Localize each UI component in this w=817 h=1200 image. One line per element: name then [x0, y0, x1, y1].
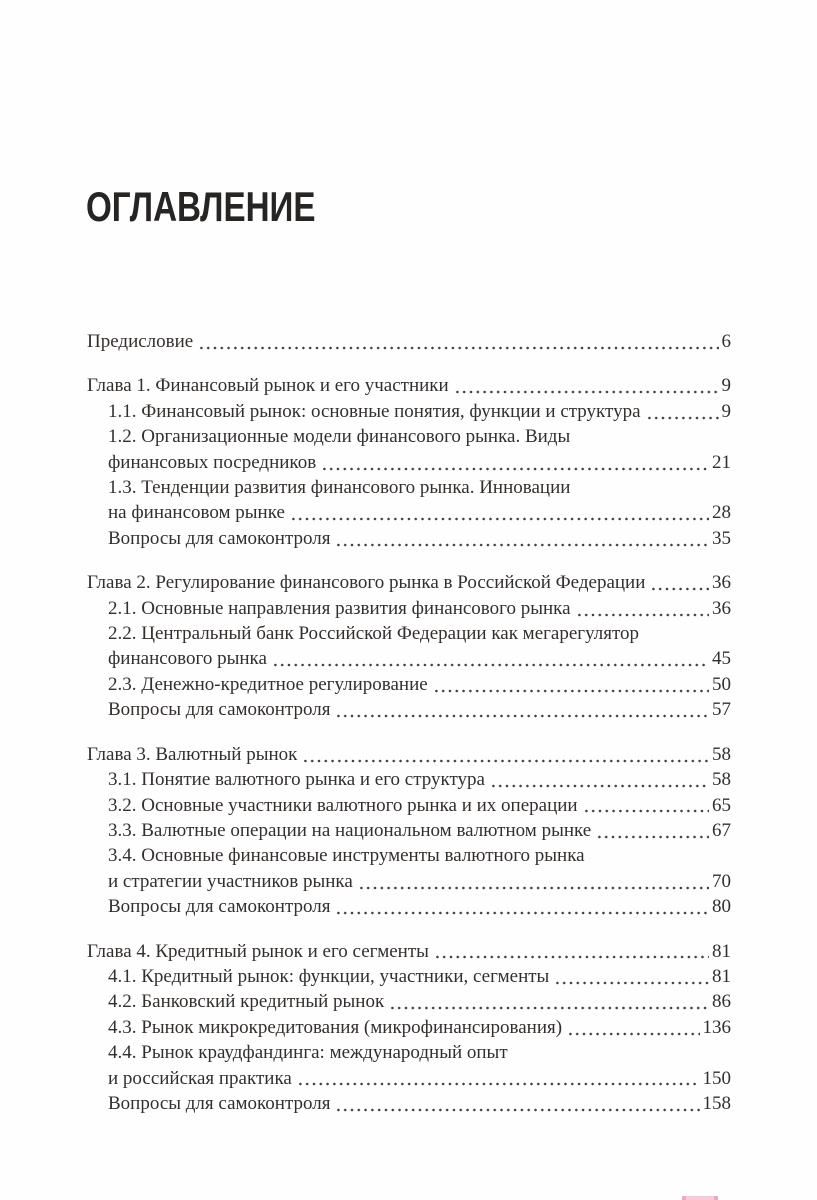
- toc-entry-text: Предисловие: [87, 331, 194, 352]
- toc-page-number: 136: [702, 1016, 731, 1038]
- toc-entry-text: Глава 1. Финансовый рынок и его участники: [87, 375, 449, 397]
- toc-entry: [87, 742, 731, 767]
- toc-entry-text: 4.1. Кредитный рынок: функции, участники, сегменты: [108, 965, 550, 987]
- toc-entry-text: 3.4. Основные финансовые инструменты валютного рынка: [108, 845, 585, 867]
- toc-entry-text: 2.3. Денежно-кредитное регулирование: [108, 673, 428, 695]
- toc-entry-text: 4.3. Рынок микрокредитования (микрофинансирования): [108, 1016, 563, 1038]
- toc-entry: [87, 373, 731, 398]
- toc-entry: [87, 793, 731, 818]
- toc-entry: [87, 1015, 731, 1040]
- dot-leader: [576, 596, 709, 621]
- toc-page-number: 50: [712, 673, 731, 695]
- toc-entry: [87, 939, 731, 964]
- toc-entry: [87, 424, 731, 449]
- toc-entry-text: 3.3. Валютные операции на национальном валютном рынке: [108, 819, 592, 841]
- dot-leader: [335, 526, 709, 551]
- toc-entry: [87, 399, 731, 424]
- toc-page-number: 36: [712, 572, 731, 594]
- toc-entry: [87, 646, 731, 671]
- toc-entry: [87, 329, 731, 354]
- dot-leader: [321, 450, 709, 475]
- dot-leader: [490, 767, 709, 792]
- dot-leader: [583, 793, 709, 818]
- toc-page-number: 70: [712, 870, 731, 892]
- toc-entry: [87, 894, 731, 919]
- toc-page-number: 21: [712, 451, 731, 473]
- toc-entry-text: финансовых посредников: [108, 451, 317, 473]
- toc-page-number: 58: [712, 769, 731, 791]
- toc-page-number: 86: [712, 991, 731, 1013]
- toc-entry: [87, 450, 731, 475]
- toc-entry: [87, 767, 731, 792]
- toc-entry: [87, 526, 731, 551]
- toc-page-number: 158: [702, 1092, 731, 1114]
- toc-entry-text: 3.1. Понятие валютного рынка и его структура: [108, 769, 485, 791]
- toc-entry: [87, 672, 731, 697]
- toc-entry-text: 4.2. Банковский кредитный рынок: [108, 991, 385, 1013]
- toc-page-number: 28: [712, 502, 731, 524]
- toc-page-number: 35: [712, 527, 731, 549]
- toc-entry-text: Вопросы для самоконтроля: [108, 699, 331, 721]
- dot-leader: [433, 672, 709, 697]
- toc-entry: [87, 869, 731, 894]
- toc-page-number: 67: [712, 819, 731, 841]
- toc-entry: [87, 843, 731, 868]
- toc-page-number: 57: [712, 699, 731, 721]
- dot-leader: [198, 329, 718, 354]
- toc-entry-text: 4.4. Рынок краудфандинга: международный опыт: [108, 1042, 508, 1064]
- toc-entry-text: финансового рынка: [108, 648, 267, 670]
- toc-entry-text: на финансовом рынке: [108, 502, 285, 524]
- toc-entry: [87, 818, 731, 843]
- toc-entry-text: и стратегии участников рынка: [108, 870, 353, 892]
- toc-page-number: 58: [712, 743, 731, 765]
- toc-entry: [87, 596, 731, 621]
- toc-entry-text: Вопросы для самоконтроля: [108, 896, 331, 918]
- toc-entry: [87, 621, 731, 646]
- dot-leader: [335, 697, 709, 722]
- toc-entry: [87, 964, 731, 989]
- dot-leader: [567, 1015, 699, 1040]
- dot-leader: [335, 894, 709, 919]
- toc-page-number: 36: [712, 597, 731, 619]
- toc-entry-text: 1.1. Финансовый рынок: основные понятия, функции и структура: [108, 400, 641, 422]
- dot-leader: [454, 373, 719, 398]
- toc-page-number: 9: [721, 375, 731, 397]
- toc-page-number: 81: [712, 940, 731, 962]
- toc-entry-text: Глава 2. Регулирование финансового рынка в Российской Федерации: [87, 572, 646, 594]
- toc-entry: [87, 697, 731, 722]
- toc-list: [87, 329, 731, 1116]
- toc-entry-text: Вопросы для самоконтроля: [108, 1092, 331, 1114]
- dot-leader: [554, 964, 709, 989]
- toc-entry-text: Вопросы для самоконтроля: [108, 527, 331, 549]
- toc-entry: [87, 475, 731, 500]
- bottom-edge-artifact: [682, 1196, 718, 1200]
- toc-entry: [87, 500, 731, 525]
- dot-leader: [302, 742, 709, 767]
- toc-page-number: 9: [721, 400, 731, 422]
- toc-entry-text: Глава 3. Валютный рынок: [87, 743, 298, 765]
- toc-page-number: 81: [712, 965, 731, 987]
- toc-page-number: 80: [712, 896, 731, 918]
- toc-entry: [87, 570, 731, 595]
- toc-page-number: 150: [702, 1067, 731, 1089]
- toc-page-number: 6: [721, 331, 731, 352]
- toc-entry-text: 3.2. Основные участники валютного рынка и их операции: [108, 794, 578, 816]
- toc-entry-text: 2.2. Центральный банк Российской Федерации как мегарегулятор: [108, 623, 640, 645]
- toc-entry: [87, 1066, 731, 1091]
- toc-entry-text: и российская практика: [108, 1067, 292, 1089]
- dot-leader: [389, 989, 709, 1014]
- toc-page-number: 65: [712, 794, 731, 816]
- dot-leader: [358, 869, 709, 894]
- toc-entry: [87, 1091, 731, 1116]
- page-title: ОГЛАВЛЕНИЕ: [86, 183, 316, 230]
- dot-leader: [297, 1066, 700, 1091]
- dot-leader: [290, 500, 709, 525]
- toc-entry-text: 1.2. Организационные модели финансового рынка. Виды: [108, 426, 571, 448]
- toc-entry: [87, 989, 731, 1014]
- toc-entry: [87, 1040, 731, 1065]
- toc-entry-text: 1.3. Тенденции развития финансового рынка. Инновации: [108, 477, 571, 499]
- dot-leader: [650, 570, 709, 595]
- dot-leader: [596, 818, 709, 843]
- dot-leader: [646, 399, 719, 424]
- toc-entry-text: 2.1. Основные направления развития финансового рынка: [108, 597, 571, 619]
- dot-leader: [272, 646, 709, 671]
- dot-leader: [335, 1091, 699, 1116]
- toc-page-number: 45: [712, 648, 731, 670]
- toc-entry-text: Глава 4. Кредитный рынок и его сегменты: [87, 940, 429, 962]
- dot-leader: [434, 939, 709, 964]
